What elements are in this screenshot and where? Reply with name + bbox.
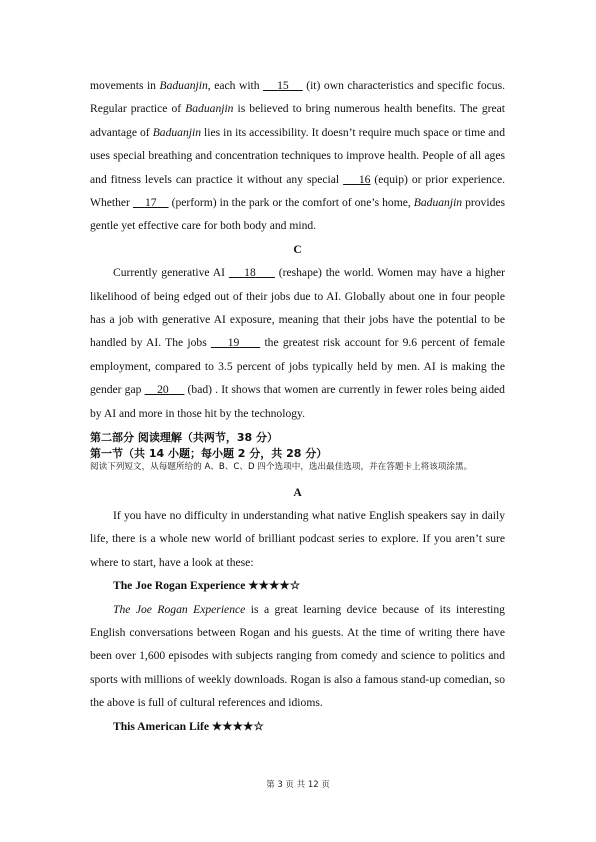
- text: Currently generative AI: [113, 266, 229, 280]
- italic-title: The Joe Rogan Experience: [113, 602, 246, 616]
- section1-heading: 第一节（共 14 小题；每小题 2 分，共 28 分）: [90, 446, 328, 460]
- item1-paragraph: [90, 598, 505, 715]
- text: (it) own characteristics and specific focus. Regular practice of: [90, 79, 505, 116]
- italic-term: Baduanjin: [159, 79, 208, 92]
- text: is believed to bring numerous health benefits. The great advantage of: [90, 102, 505, 139]
- passage-a-intro: If you have no difficulty in understanding what native English speakers say in daily life, there is a whole new world of brilliant podcast series to explore. If you aren’t sure where to start, have a look at these:: [90, 509, 505, 569]
- text: the greatest risk account for 9.6 percent of female employment, compared to 3.5 percent of jobs typically held by men. AI is making the gender gap: [90, 336, 505, 397]
- text: (bad) . It shows that women are currently in fewer roles being aided by AI and more in those hit by the technology.: [90, 383, 505, 420]
- italic-term: Baduanjin: [185, 102, 234, 116]
- blank-20: 20: [157, 383, 169, 397]
- section1-instruction: 阅读下列短文，从每题所给的 A、B、C、D 四个选项中，选出最佳选项，并在答题卡上将该项涂黑。: [90, 462, 473, 473]
- blank-17: 17: [144, 196, 157, 210]
- blank-16: 16: [358, 172, 371, 186]
- item2-title: This American Life ★★★★☆: [113, 719, 264, 733]
- italic-term: Baduanjin: [152, 125, 201, 139]
- text: lies in its accessibility. It doesn’t require much space or time and uses special breathing and concentration techniques to improve health. People of all ages and fitness levels can practice it without any special: [90, 125, 505, 186]
- text: (equip) or prior experience. Whether: [90, 172, 505, 210]
- passage-a-label: A: [293, 485, 302, 499]
- item1-title: The Joe Rogan Experience ★★★★☆: [113, 579, 301, 593]
- part2-heading: 第二部分 阅读理解（共两节，38 分）: [90, 431, 278, 445]
- passage-b-paragraph: [90, 74, 505, 238]
- page-content: [90, 74, 505, 738]
- text: (reshape) the world. Women may have a higher likelihood of being edged out of their jobs due to AI. Globally about one in four people has a job with generative AI exposure, meaning that their jobs have the potential to be handled by AI. The jobs: [90, 266, 505, 350]
- passage-c-paragraph: [90, 261, 505, 425]
- passage-c-label: C: [293, 242, 302, 256]
- text: , each with: [207, 79, 264, 92]
- blank-15: 15: [277, 79, 289, 92]
- text: provides gentle yet effective care for both body and mind.: [90, 196, 506, 233]
- text: (perform) in the park or the comfort of one’s home,: [168, 196, 414, 210]
- text: movements in: [90, 79, 160, 92]
- blank-19: 19: [227, 336, 240, 350]
- page-footer: 第 3 页 共 12 页: [266, 780, 330, 790]
- text: is a great learning device because of its interesting English conversations between Rogan and his guests. At the time of writing there have been over 1,600 episodes with subjects ranging from comedy and science to politics and sports with millions of weekly downloads. Rogan is also a famous stand-up comedian, so the above is full of cultural references and idioms.: [90, 602, 505, 710]
- italic-term: Baduanjin: [413, 196, 463, 210]
- blank-18: 18: [244, 266, 256, 280]
